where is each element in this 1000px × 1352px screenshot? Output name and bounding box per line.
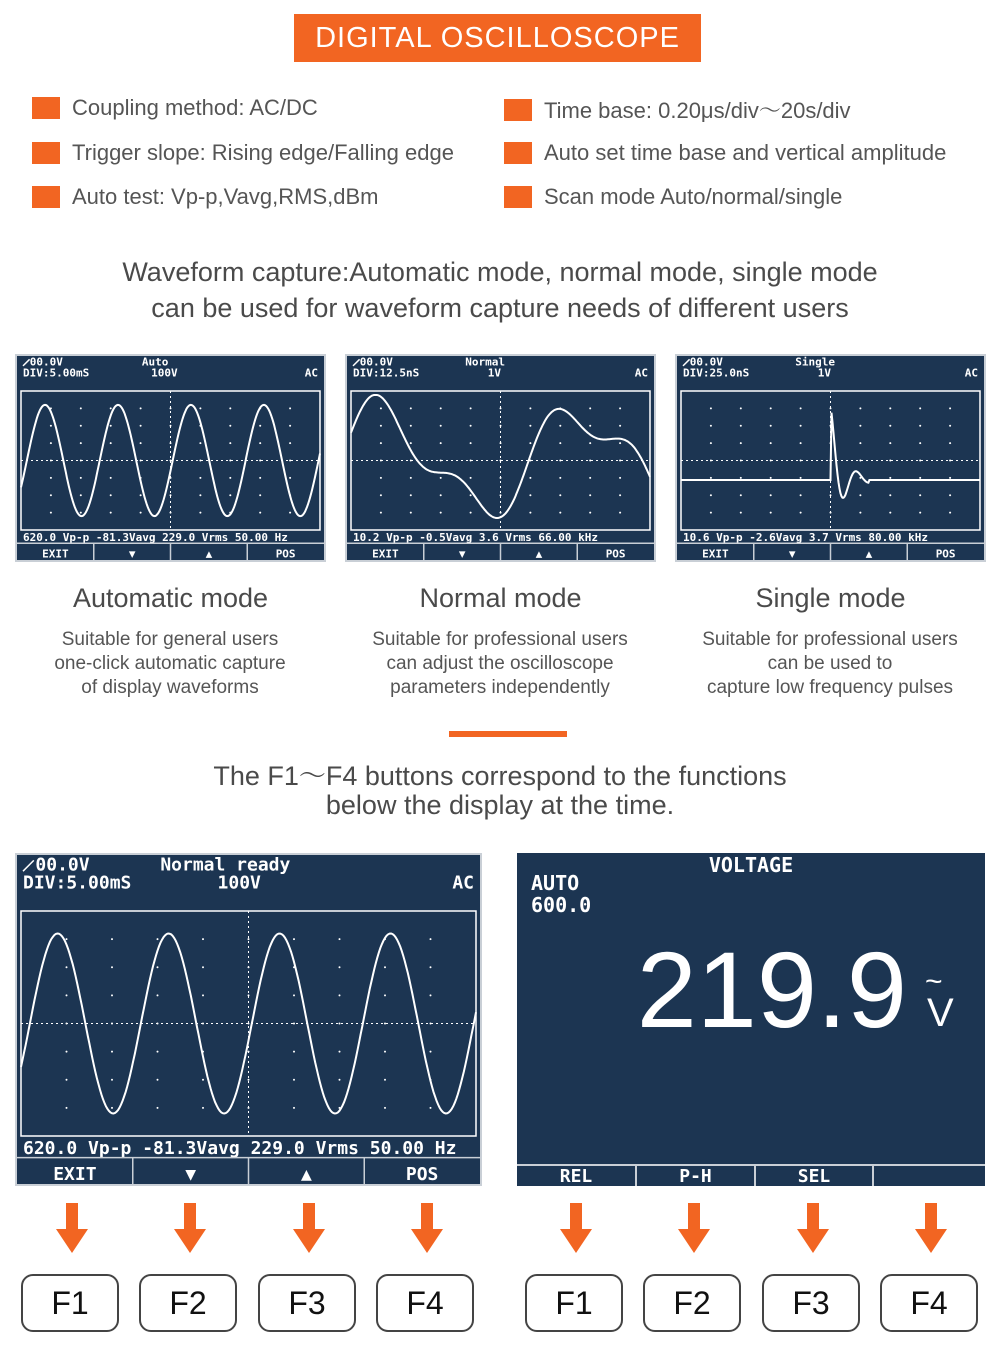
softkey-down[interactable]: ▼ [185,1164,197,1184]
bullet-square [32,142,60,164]
scan-mode-label: Auto [141,356,169,369]
desc-line: can be used to [767,653,893,674]
down-arrow-icon [291,1203,327,1253]
coupling-label: AC [964,366,978,380]
fbutton-text-line1: The F1〜F4 buttons correspond to the functions [213,761,787,791]
desc-line: capture low frequency pulses [706,677,954,698]
f4-key-right[interactable]: F4 [880,1274,978,1332]
trigger-level: 00.0V [689,356,723,369]
scope-display [677,356,984,560]
meter-title: VOLTAGE [708,853,794,877]
softkey-exit[interactable]: EXIT [42,547,69,560]
measurement-readout: 10.2 Vp-p -0.5Vavg 3.6 Vrms 66.00 kHz [353,531,599,544]
scan-mode-label: Normal ready [160,855,291,876]
volt-scale: 100V [151,366,178,380]
section-divider [449,731,567,737]
trigger-level: 00.0V [359,356,393,369]
desc-line: Suitable for professional users [702,629,958,650]
scope-display [347,356,654,560]
normal-mode-screen [345,354,656,562]
feature-trigger-slope [32,140,454,166]
softkey-up[interactable]: ▲ [865,547,873,560]
desc-line: can adjust the oscilloscope [386,653,614,674]
measurement-readout: 620.0 Vp-p -81.3Vavg 229.0 Vrms 50.00 Hz [23,1138,457,1159]
fbutton-text-line2: below the display at the time. [325,790,675,820]
feature-auto-test [32,184,379,210]
volt-scale: 1V [487,366,501,380]
feature-label: Time base: 0.20μs/div〜20s/div [544,98,851,123]
down-arrow-icon [172,1203,208,1253]
f1-key-left[interactable]: F1 [21,1274,119,1332]
desc-line: parameters independently [390,677,610,698]
volt-scale: 1V [817,366,831,380]
trigger-level: 00.0V [35,855,90,876]
voltage-meter-screen [517,853,985,1186]
capture-text-line2: can be used for waveform capture needs of different users [151,293,849,323]
feature-label: Coupling method: AC/DC [72,95,318,120]
trigger-slope-icon [683,359,690,366]
f2-key-left[interactable]: F2 [139,1274,237,1332]
softkey-ph[interactable]: P-H [637,1166,756,1186]
waveform-trace [681,413,980,498]
trigger-level: 00.0V [29,356,63,369]
coupling-label: AC [634,366,648,380]
scan-mode-label: Single [795,356,836,369]
softkey-exit[interactable]: EXIT [372,547,399,560]
trigger-slope-icon [353,359,360,366]
coupling-label: AC [304,366,318,380]
time-div: DIV:12.5nS [353,366,420,380]
page-title: DIGITAL OSCILLOSCOPE [294,14,701,62]
time-div: DIV:5.00mS [23,872,132,894]
feature-label: Auto test: Vp-p,Vavg,RMS,dBm [72,184,379,209]
softkey-down[interactable]: ▼ [458,547,466,560]
softkey-up[interactable]: ▲ [205,547,213,560]
bullet-square [504,99,532,121]
measurement-readout: 10.6 Vp-p -2.6Vavg 3.7 Vrms 80.00 kHz [683,531,929,544]
feature-label: Auto set time base and vertical amplitude [544,140,947,165]
f1-key-right[interactable]: F1 [525,1274,623,1332]
softkey-exit[interactable]: EXIT [53,1164,97,1184]
auto-mode-screen [15,354,326,562]
mode-title-single: Single mode [755,583,906,613]
down-arrow-icon [558,1203,594,1253]
meter-softkey-bar [517,1164,985,1186]
feature-auto-set [504,140,946,166]
down-arrow-icon [676,1203,712,1253]
softkey-down[interactable]: ▼ [788,547,796,560]
softkey-up[interactable]: ▲ [535,547,543,560]
mode-desc-normal [330,628,670,700]
mode-desc-single [660,628,1000,700]
bullet-square [504,142,532,164]
softkey-pos[interactable]: POS [275,547,296,560]
meter-range-mode: AUTO [531,871,580,895]
bullet-square [504,186,532,208]
ac-symbol: ~ [925,965,943,998]
f3-key-left[interactable]: F3 [258,1274,356,1332]
desc-line: Suitable for general users [61,629,279,650]
volt-scale: 100V [217,872,261,894]
desc-line: Suitable for professional users [372,629,628,650]
trigger-slope-icon [23,860,34,871]
softkey-sel[interactable]: SEL [756,1166,874,1186]
softkey-pos[interactable]: POS [605,547,626,560]
scan-mode-label: Normal [465,356,506,369]
bullet-square [32,97,60,119]
mode-desc-automatic [0,628,340,700]
meter-reading: 219.9 [636,929,907,1050]
feature-label: Trigger slope: Rising edge/Falling edge [72,140,454,165]
scope-display [17,855,480,1184]
single-mode-screen [675,354,986,562]
time-div: DIV:25.0nS [683,366,750,380]
mode-title-normal: Normal mode [419,583,582,613]
down-arrow-icon [913,1203,949,1253]
desc-line: one-click automatic capture [54,653,286,674]
f4-key-left[interactable]: F4 [376,1274,474,1332]
softkey-empty[interactable] [874,1166,985,1186]
feature-label: Scan mode Auto/normal/single [544,184,843,209]
down-arrow-icon [409,1203,445,1253]
measurement-readout: 620.0 Vp-p -81.3Vavg 229.0 Vrms 50.00 Hz [23,531,288,544]
meter-range-value: 600.0 [531,893,592,917]
mode-title-automatic: Automatic mode [72,583,269,613]
softkey-up[interactable]: ▲ [300,1164,312,1184]
softkey-down[interactable]: ▼ [128,547,136,560]
softkey-pos[interactable]: POS [405,1164,439,1184]
time-div: DIV:5.00mS [23,366,90,380]
softkey-rel[interactable]: REL [517,1166,637,1186]
feature-scan-mode [504,184,842,210]
down-arrow-icon [795,1203,831,1253]
f3-key-right[interactable]: F3 [762,1274,860,1332]
trigger-slope-icon [23,359,30,366]
desc-line: of display waveforms [81,677,259,698]
f2-key-right[interactable]: F2 [643,1274,741,1332]
softkey-pos[interactable]: POS [935,547,956,560]
meter-unit: V [927,991,954,1035]
coupling-label: AC [452,872,474,894]
capture-text-line1: Waveform capture:Automatic mode, normal mode, single mode [122,257,878,287]
scope-display [17,356,324,560]
oscilloscope-screen [15,853,482,1186]
down-arrow-icon [54,1203,90,1253]
bullet-square [32,186,60,208]
softkey-exit[interactable]: EXIT [702,547,729,560]
feature-coupling [32,95,318,121]
feature-time-base [504,94,851,125]
